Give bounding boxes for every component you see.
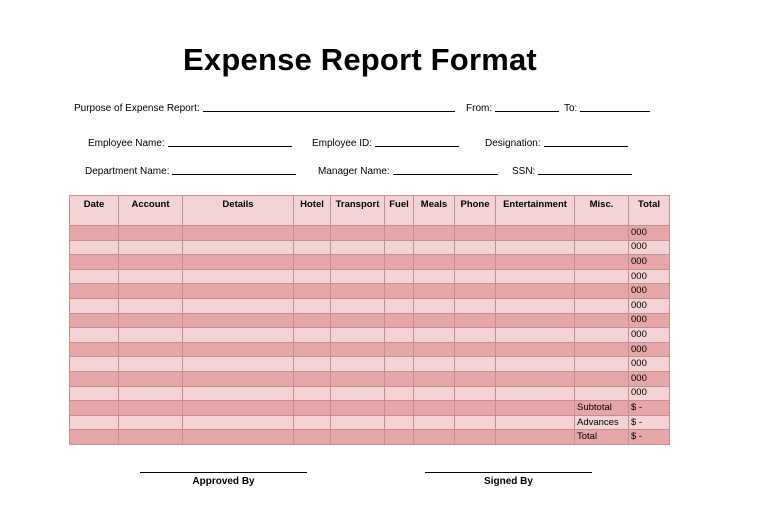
table-cell[interactable]	[183, 240, 294, 255]
table-row	[70, 371, 670, 386]
table-row	[70, 269, 670, 284]
table-cell[interactable]	[385, 298, 414, 313]
page-title: Expense Report Format	[183, 42, 537, 77]
department-name-line[interactable]	[172, 164, 296, 175]
col-header-account: Account	[119, 196, 183, 226]
table-cell[interactable]	[331, 298, 385, 313]
table-cell[interactable]	[575, 240, 629, 255]
designation-label: Designation:	[485, 138, 541, 149]
table-cell[interactable]	[455, 226, 496, 241]
table-cell[interactable]	[331, 328, 385, 343]
table-cell[interactable]	[496, 328, 575, 343]
table-row	[70, 255, 670, 270]
table-cell[interactable]	[575, 313, 629, 328]
table-cell	[70, 401, 119, 416]
table-cell[interactable]	[385, 255, 414, 270]
table-cell	[183, 401, 294, 416]
summary-label: Total	[575, 430, 629, 445]
signed-by-label: Signed By	[484, 476, 533, 487]
table-cell	[183, 415, 294, 430]
table-cell	[414, 430, 455, 445]
table-cell[interactable]	[385, 357, 414, 372]
table-row	[70, 357, 670, 372]
table-cell[interactable]	[455, 255, 496, 270]
table-cell[interactable]	[575, 255, 629, 270]
table-cell	[385, 415, 414, 430]
table-cell[interactable]	[183, 342, 294, 357]
table-cell[interactable]	[294, 269, 331, 284]
table-cell[interactable]	[294, 298, 331, 313]
table-cell[interactable]	[455, 342, 496, 357]
manager-name-line[interactable]	[393, 164, 498, 175]
table-cell[interactable]	[70, 240, 119, 255]
col-header-hotel: Hotel	[294, 196, 331, 226]
table-cell[interactable]	[294, 255, 331, 270]
table-row	[70, 313, 670, 328]
table-cell[interactable]	[119, 255, 183, 270]
table-cell	[385, 401, 414, 416]
table-row	[70, 240, 670, 255]
manager-name-field[interactable]	[318, 164, 498, 177]
table-cell[interactable]	[496, 371, 575, 386]
approved-by-line[interactable]	[140, 472, 307, 473]
table-cell	[455, 415, 496, 430]
table-cell	[119, 415, 183, 430]
employee-id-line[interactable]	[375, 136, 459, 147]
table-cell[interactable]	[119, 240, 183, 255]
table-cell[interactable]	[119, 328, 183, 343]
table-cell[interactable]	[294, 328, 331, 343]
table-row	[70, 328, 670, 343]
table-cell	[385, 430, 414, 445]
table-cell[interactable]	[183, 226, 294, 241]
table-cell[interactable]	[455, 269, 496, 284]
table-cell[interactable]	[575, 298, 629, 313]
table-cell[interactable]	[119, 357, 183, 372]
table-cell[interactable]	[414, 357, 455, 372]
table-cell[interactable]	[414, 328, 455, 343]
row-total-cell: 000	[629, 269, 670, 284]
table-cell[interactable]	[496, 284, 575, 299]
to-label: To:	[564, 103, 578, 114]
table-cell	[331, 401, 385, 416]
table-cell[interactable]	[70, 255, 119, 270]
table-cell[interactable]	[294, 342, 331, 357]
summary-label: Advances	[575, 415, 629, 430]
employee-id-field[interactable]	[312, 136, 459, 149]
table-cell[interactable]	[183, 357, 294, 372]
table-cell[interactable]	[119, 269, 183, 284]
table-cell[interactable]	[119, 226, 183, 241]
table-cell[interactable]	[414, 226, 455, 241]
designation-field[interactable]	[485, 136, 628, 149]
col-header-phone: Phone	[455, 196, 496, 226]
row-total-cell: 000	[629, 357, 670, 372]
table-cell[interactable]	[496, 255, 575, 270]
col-header-misc: Misc.	[575, 196, 629, 226]
table-cell[interactable]	[455, 357, 496, 372]
summary-value: $ -	[629, 430, 670, 445]
table-cell[interactable]	[294, 284, 331, 299]
table-cell[interactable]	[455, 240, 496, 255]
table-cell[interactable]	[575, 328, 629, 343]
table-cell[interactable]	[119, 386, 183, 401]
designation-line[interactable]	[544, 136, 628, 147]
table-cell[interactable]	[119, 298, 183, 313]
ssn-field[interactable]	[512, 164, 632, 177]
table-row	[70, 226, 670, 241]
ssn-label: SSN:	[512, 166, 536, 177]
table-cell[interactable]	[70, 284, 119, 299]
employee-id-label: Employee ID:	[312, 138, 373, 149]
table-cell[interactable]	[496, 386, 575, 401]
col-header-entertainment: Entertainment	[496, 196, 575, 226]
summary-row	[70, 430, 670, 445]
table-cell[interactable]	[414, 342, 455, 357]
table-cell[interactable]	[414, 255, 455, 270]
table-cell[interactable]	[385, 386, 414, 401]
table-cell	[455, 430, 496, 445]
table-cell	[496, 401, 575, 416]
table-cell[interactable]	[294, 371, 331, 386]
table-cell[interactable]	[496, 240, 575, 255]
row-total-cell: 000	[629, 240, 670, 255]
row-total-cell: 000	[629, 386, 670, 401]
table-cell[interactable]	[455, 298, 496, 313]
employee-name-label: Employee Name:	[88, 138, 165, 149]
table-cell[interactable]	[414, 298, 455, 313]
table-cell	[496, 415, 575, 430]
table-cell[interactable]	[496, 313, 575, 328]
table-cell[interactable]	[496, 342, 575, 357]
table-cell	[70, 415, 119, 430]
row-total-cell: 000	[629, 255, 670, 270]
table-cell[interactable]	[414, 371, 455, 386]
table-cell[interactable]	[455, 386, 496, 401]
table-cell[interactable]	[294, 226, 331, 241]
table-cell	[331, 415, 385, 430]
signed-by-line[interactable]	[425, 472, 592, 473]
table-cell[interactable]	[414, 240, 455, 255]
table-cell[interactable]	[119, 342, 183, 357]
row-total-cell: 000	[629, 342, 670, 357]
table-cell[interactable]	[183, 386, 294, 401]
table-body	[70, 226, 670, 445]
table-cell[interactable]	[331, 386, 385, 401]
table-cell[interactable]	[496, 298, 575, 313]
table-cell	[414, 401, 455, 416]
table-cell[interactable]	[331, 284, 385, 299]
table-cell	[183, 430, 294, 445]
table-cell[interactable]	[119, 313, 183, 328]
table-cell[interactable]	[575, 386, 629, 401]
summary-row	[70, 401, 670, 416]
table-cell[interactable]	[331, 342, 385, 357]
table-cell[interactable]	[294, 386, 331, 401]
table-cell[interactable]	[496, 269, 575, 284]
table-cell[interactable]	[183, 371, 294, 386]
employee-name-line[interactable]	[168, 136, 292, 147]
col-header-fuel: Fuel	[385, 196, 414, 226]
from-line[interactable]	[495, 101, 559, 112]
row-total-cell: 000	[629, 371, 670, 386]
table-cell[interactable]	[183, 328, 294, 343]
ssn-line[interactable]	[538, 164, 632, 175]
table-cell[interactable]	[294, 357, 331, 372]
department-name-label: Department Name:	[85, 166, 170, 177]
table-cell[interactable]	[575, 269, 629, 284]
table-cell[interactable]	[385, 240, 414, 255]
table-cell[interactable]	[70, 226, 119, 241]
employee-name-field[interactable]	[88, 136, 292, 149]
purpose-line[interactable]	[203, 101, 455, 112]
from-field[interactable]	[466, 101, 559, 114]
table-cell[interactable]	[331, 371, 385, 386]
table-cell[interactable]	[496, 226, 575, 241]
table-cell[interactable]	[385, 226, 414, 241]
row-total-cell: 000	[629, 284, 670, 299]
table-cell[interactable]	[294, 313, 331, 328]
row-total-cell: 000	[629, 298, 670, 313]
col-header-total: Total	[629, 196, 670, 226]
table-cell	[294, 430, 331, 445]
table-cell[interactable]	[414, 284, 455, 299]
table-header-row	[70, 196, 670, 226]
table-cell[interactable]	[455, 328, 496, 343]
table-cell[interactable]	[385, 269, 414, 284]
to-line[interactable]	[580, 101, 650, 112]
summary-label: Subtotal	[575, 401, 629, 416]
summary-value: $ -	[629, 415, 670, 430]
col-header-meals: Meals	[414, 196, 455, 226]
summary-value: $ -	[629, 401, 670, 416]
table-cell[interactable]	[70, 269, 119, 284]
table-cell[interactable]	[331, 269, 385, 284]
table-cell[interactable]	[183, 313, 294, 328]
table-cell[interactable]	[70, 386, 119, 401]
table-cell[interactable]	[385, 371, 414, 386]
table-cell[interactable]	[70, 313, 119, 328]
table-row	[70, 386, 670, 401]
table-cell[interactable]	[331, 226, 385, 241]
table-cell[interactable]	[385, 342, 414, 357]
table-cell[interactable]	[331, 240, 385, 255]
table-cell[interactable]	[575, 357, 629, 372]
row-total-cell: 000	[629, 328, 670, 343]
table-cell[interactable]	[414, 313, 455, 328]
table-cell[interactable]	[183, 284, 294, 299]
table-cell[interactable]	[70, 371, 119, 386]
table-cell[interactable]	[575, 226, 629, 241]
col-header-date: Date	[70, 196, 119, 226]
table-row	[70, 298, 670, 313]
expense-table	[69, 195, 670, 445]
table-cell[interactable]	[385, 328, 414, 343]
purpose-field[interactable]	[74, 101, 455, 114]
table-row	[70, 342, 670, 357]
to-field[interactable]	[564, 101, 650, 114]
table-cell[interactable]	[331, 313, 385, 328]
table-cell[interactable]	[455, 313, 496, 328]
table-cell	[294, 415, 331, 430]
department-name-field[interactable]	[85, 164, 296, 177]
summary-row	[70, 415, 670, 430]
table-cell	[70, 430, 119, 445]
table-cell	[455, 401, 496, 416]
table-cell[interactable]	[331, 357, 385, 372]
table-cell[interactable]	[575, 342, 629, 357]
row-total-cell: 000	[629, 313, 670, 328]
approved-by-label: Approved By	[192, 476, 255, 487]
table-cell[interactable]	[70, 298, 119, 313]
col-header-transport: Transport	[331, 196, 385, 226]
row-total-cell: 000	[629, 226, 670, 241]
table-cell[interactable]	[385, 284, 414, 299]
table-cell[interactable]	[331, 255, 385, 270]
table-cell[interactable]	[455, 284, 496, 299]
table-row	[70, 284, 670, 299]
table-cell[interactable]	[385, 313, 414, 328]
table-cell[interactable]	[70, 342, 119, 357]
table-cell[interactable]	[496, 357, 575, 372]
table-cell[interactable]	[183, 255, 294, 270]
table-cell[interactable]	[455, 371, 496, 386]
table-cell	[331, 430, 385, 445]
table-cell	[414, 415, 455, 430]
table-cell[interactable]	[575, 371, 629, 386]
table-cell[interactable]	[414, 386, 455, 401]
table-cell[interactable]	[70, 357, 119, 372]
table-cell[interactable]	[70, 328, 119, 343]
table-cell	[119, 401, 183, 416]
manager-name-label: Manager Name:	[318, 166, 390, 177]
table-cell	[119, 430, 183, 445]
table-cell[interactable]	[294, 240, 331, 255]
table-cell	[294, 401, 331, 416]
table-cell[interactable]	[575, 284, 629, 299]
table-cell[interactable]	[414, 269, 455, 284]
table-cell	[496, 430, 575, 445]
table-cell[interactable]	[119, 284, 183, 299]
purpose-label: Purpose of Expense Report:	[74, 103, 200, 114]
table-cell[interactable]	[183, 298, 294, 313]
from-label: From:	[466, 103, 493, 114]
table-cell[interactable]	[119, 371, 183, 386]
table-cell[interactable]	[183, 269, 294, 284]
col-header-details: Details	[183, 196, 294, 226]
